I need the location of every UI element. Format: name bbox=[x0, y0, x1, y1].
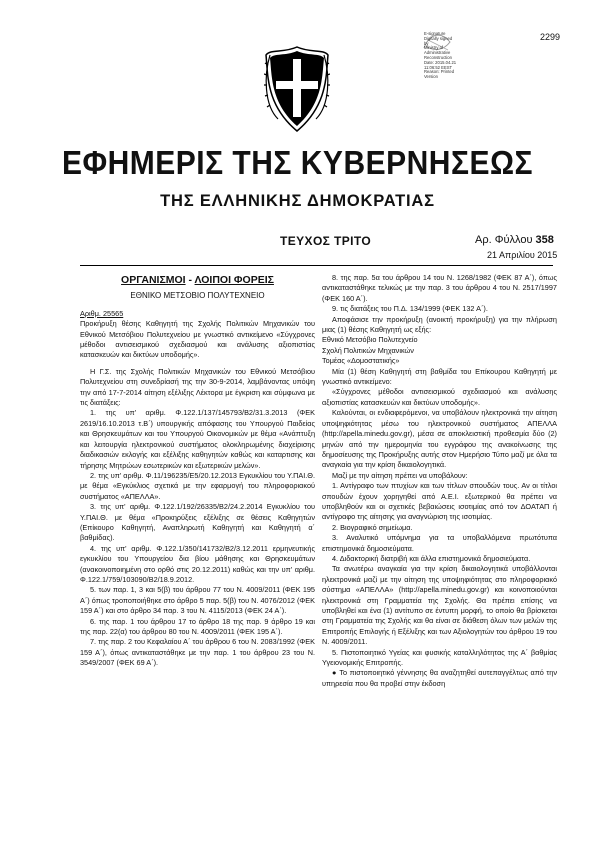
paragraph: 3. Αναλυτικό υπόμνημα για τα υποβαλλόμενα πρωτότυπα επιστημονικά δημοσιεύματα. bbox=[322, 533, 557, 553]
signature-line: Reconstruction bbox=[424, 54, 452, 60]
org-line: Τομέας «Δομοστατικής» bbox=[322, 356, 400, 366]
issue-label: ΤΕΥΧΟΣ ΤΡΙΤΟ bbox=[280, 234, 372, 248]
greek-coat-of-arms-icon bbox=[264, 45, 330, 133]
reference-number-text: Αριθμ. 25565 bbox=[80, 308, 124, 318]
org-line: Σχολή Πολιτικών Μηχανικών bbox=[322, 345, 414, 355]
paragraph: 2. της υπ' αριθμ. Φ.11/196235/Ε5/20.12.2013 Εγκυκλίου του Υ.ΠΑΙ.Θ. με θέμα «Εγκύκλιος σχετικά με την εφαρμογή του πληροφοριακού συστήματος «ΑΠΕΛΛΑ». bbox=[80, 470, 315, 501]
paragraph: «Σύγχρονες μέθοδοι αντισεισμικού σχεδιασμού και ανάλυσης αξιοπιστίας κατασκευών και δικτύων υποδομής». bbox=[322, 387, 557, 407]
announcement-title: Προκήρυξη θέσης Καθηγητή της Σχολής Πολιτικών Μηχανικών του Εθνικού Μετσόβιου Πολυτεχνείου με γνωστικό αντικείμενο «Σύγχρονες μέθοδοι αντισεισμικού σχεδιασμού και ανάλυσης αξιοπιστίας κατασκευών και δικτύων υποδομής». bbox=[80, 319, 315, 360]
paragraph: 3. της υπ' αριθμ. Φ.122.1/192/26335/Β2/24.2.2014 Εγκυκλίου του Υ.ΠΑΙ.Θ. με θέμα «Προκηρύξεις εξέλιξης σε θέσεις Καθηγητών (Επίκουρο Καθηγητή, Αναπληρωτή Καθηγητή και Καθηγητή α΄ βαθμίδας). bbox=[80, 502, 315, 543]
paragraph: Τα ανωτέρω αναγκαία για την κρίση δικαιολογητικά υποβάλλονται ηλεκτρονικά μαζί με την αίτηση της υποψηφιότητας στο πληροφοριακό σύστημα «ΑΠΕΛΛΑ» (http://apella.minedu.gov.gr) και κοινοποιούνται ηλεκτρονικά στη Γραμματεία της Σχολής. Θα πρέπει επίσης να υποβληθεί και ένα (1) αντίτυπο σε έντυπη μορφή, το οποίο θα βρίσκεται στη Γραμματεία της Σχολής και θα είναι σε διάθεση όλων των μελών της Επιτροπής Επιλογής ή Εξέλιξης και των Αξιολογητών του άρθρου 19 του Ν. 4009/2011. bbox=[322, 564, 557, 647]
paragraph: 2. Βιογραφικό σημείωμα. bbox=[332, 522, 413, 532]
paragraph: 9. τις διατάξεις του Π.Δ. 134/1999 (ΦΕΚ 132 Α΄). bbox=[332, 304, 488, 314]
sheet-number: 358 bbox=[535, 234, 554, 246]
reference-number bbox=[80, 309, 315, 319]
signature-line: Date: 2015.04.21 bbox=[424, 59, 457, 65]
paragraph: 1. Αντίγραφο των πτυχίων και των τίτλων σπουδών τους. Αν οι τίτλοι σπουδών έχουν χορηγηθεί από Α.Ε.Ι. εξωτερικού θα πρέπει να υποβληθούν και οι σχετικές βεβαιώσεις ισοτιμίας από τον ΔΟΑΤΑΠ ή αντίγραφο της αίτησης για αναγνώριση της ισοτιμίας. bbox=[322, 481, 557, 522]
paragraph: 4. της υπ' αριθμ. Φ.122.1/350/141732/Β2/3.12.2011 ερμηνευτικής εγκυκλίου του Υπουργείου δια βίου μάθησης και Θρησκευμάτων (ανακοινοποιημένη στο ορθό στις 20.12.2011) καθώς και την υπ' αριθμ. Φ.122.1/759/103090/Β2/18.9.2012. bbox=[80, 543, 315, 584]
paragraph: 7. της παρ. 2 του Κεφαλαίου Α΄ του άρθρου 6 του Ν. 2083/1992 (ΦΕΚ 159 Α΄), όπως αντικαταστάθηκε με την παρ. 1 του άρθρου 23 του Ν. 3549/2007 (ΦΕΚ 69 Α΄). bbox=[80, 637, 315, 668]
gazette-subtitle: ΤΗΣ ΕΛΛΗΝΙΚΗΣ ΔΗΜΟΚΡΑΤΙΑΣ bbox=[160, 192, 435, 210]
signature-line: Ministry of bbox=[424, 45, 444, 51]
section-heading-part: ΛΟΙΠΟΙ ΦΟΡΕΙΣ bbox=[194, 274, 274, 286]
digital-signature-lines bbox=[424, 32, 456, 80]
signature-line: Administrative bbox=[424, 50, 451, 56]
paragraph: 5. των παρ. 1, 3 και 5(β) του άρθρου 77 του Ν. 4009/2011 (ΦΕΚ 195 Α΄) όπως τροποποιήθηκε στο άρθρο 5 παρ. 5(β) του Ν. 4076/2012 (ΦΕΚ 159 Α΄) και στο άρθρο 34 παρ. 3 του Ν. 4115/2013 (ΦΕΚ 24 Α΄). bbox=[80, 585, 315, 616]
paragraph: 1. της υπ' αριθμ. Φ.122.1/137/145793/Β2/31.3.2013 (ΦΕΚ 2619/16.10.2013 τ.Β΄) υπουργικής απόφασης του Υπουργού Παιδείας και Θρησκευμάτων και του Υπουργού Οικονομικών με θέμα «Ανάπτυξη και λειτουργία ηλεκτρονικού συστήματος ολοκληρωμένης διαχείρισης διαδικασιών εκλογής και εξέλιξης καθηγητών καθώς και καταρτισης και τήρησης Μητρώων εσωτερικών και εξωτερικών μελών». bbox=[80, 408, 315, 470]
issue-date: 21 Απριλίου 2015 bbox=[487, 250, 558, 260]
org-line: Εθνικό Μετσόβιο Πολυτεχνείο bbox=[322, 335, 418, 345]
paragraph: 8. της παρ. 5α του άρθρου 14 του Ν. 1268/1982 (ΦΕΚ 87 Α΄), όπως αντικαταστάθηκε τελικώς με την παρ. 3 του άρθρου 4 του Ν. 2517/1997 (ΦΕΚ 160 Α΄). bbox=[322, 273, 557, 303]
paragraph: 5. Πιστοποιητικό Υγείας και φυσικής καταλληλότητας της Α΄ βαθμίας Υγειονομικής Επιτροπής. bbox=[322, 647, 557, 668]
section-heading bbox=[80, 275, 315, 285]
section-heading-separator: - bbox=[185, 274, 195, 286]
paragraph: Καλούνται, οι ενδιαφερόμενοι, να υποβάλουν ηλεκτρονικά την αίτηση υποψηφιότητας μέσω του ηλεκτρονικού συστήματος ΑΠΕΛΛΑ (http://apella.minedu.gov.gr), μέσα σε αποκλειστική προθεσμία δύο (2) μηνών από την ημερομηνία του εγγράφου της ανακοίνωσης της δημοσίευσης της Προκήρυξης αυτής στον Ημερήσιο Τύπο μαζί με όλα τα αναγκαία για την κρίση δικαιολογητικά. bbox=[322, 408, 557, 470]
paragraph: Η Γ.Σ. της Σχολής Πολιτικών Μηχανικών του Εθνικού Μετσόβιου Πολυτεχνείου στη συνεδρίασή της την 30-9-2014, λαμβάνοντας υπόψη την από 17-7-2014 αίτηση εξέλιξης Λέκτορα με έγκριση και σύμφωνα με τις διατάξεις: bbox=[80, 366, 315, 408]
paragraph: 4. Διδακτορική διατριβή και άλλα επιστημονικά δημοσιεύματα. bbox=[332, 553, 531, 563]
paragraph: Αποφάσισε την προκήρυξη (ανοικτή προκήρυξη) για την πλήρωση μιας (1) θέσης Καθηγητή ως εξής: bbox=[322, 314, 557, 335]
right-column bbox=[322, 273, 557, 689]
paragraph: Μαζί με την αίτηση πρέπει να υποβάλουν: bbox=[332, 470, 468, 480]
paragraph: ● Το πιστοποιητικό γέννησης θα αναζητηθεί αυτεπαγγέλτως από την υπηρεσία που θα προβεί στην έκδοση bbox=[322, 668, 557, 688]
page-number: 2299 bbox=[540, 32, 561, 42]
header-divider bbox=[80, 265, 553, 266]
signature-line: 11:06:52 EEST bbox=[424, 64, 453, 70]
organization-name: ΕΘΝΙΚΟ ΜΕΤΣΟΒΙΟ ΠΟΛΥΤΕΧΝΕΙΟ bbox=[130, 291, 265, 301]
signature-line: Digitally signed bbox=[424, 35, 453, 41]
left-column bbox=[80, 273, 315, 669]
gazette-title: ΕΦΗΜΕΡΙΣ ΤΗΣ ΚΥΒΕΡΝΗΣΕΩΣ bbox=[61, 144, 534, 182]
signature-line: Version bbox=[424, 74, 438, 80]
signature-line: by bbox=[424, 40, 429, 46]
section-heading-part: ΟΡΓΑΝΙΣΜΟΙ bbox=[121, 274, 186, 286]
sheet-number-label bbox=[475, 234, 554, 246]
paragraph: Μία (1) θέση Καθηγητή στη βαθμίδα του Επίκουρου Καθηγητή με γνωστικό αντικείμενο: bbox=[322, 366, 557, 387]
signature-line: E-signature bbox=[424, 31, 446, 36]
sheet-label-text: Αρ. Φύλλου bbox=[475, 234, 533, 246]
paragraph: 6. της παρ. 1 του άρθρου 17 το άρθρο 18 της παρ. 9 άρθρο 19 και της παρ. 22(α) του άρθρου 80 του Ν. 4009/2011 (ΦΕΚ 195 Α΄). bbox=[80, 616, 315, 636]
signature-line: Reason: Printed bbox=[424, 69, 455, 75]
